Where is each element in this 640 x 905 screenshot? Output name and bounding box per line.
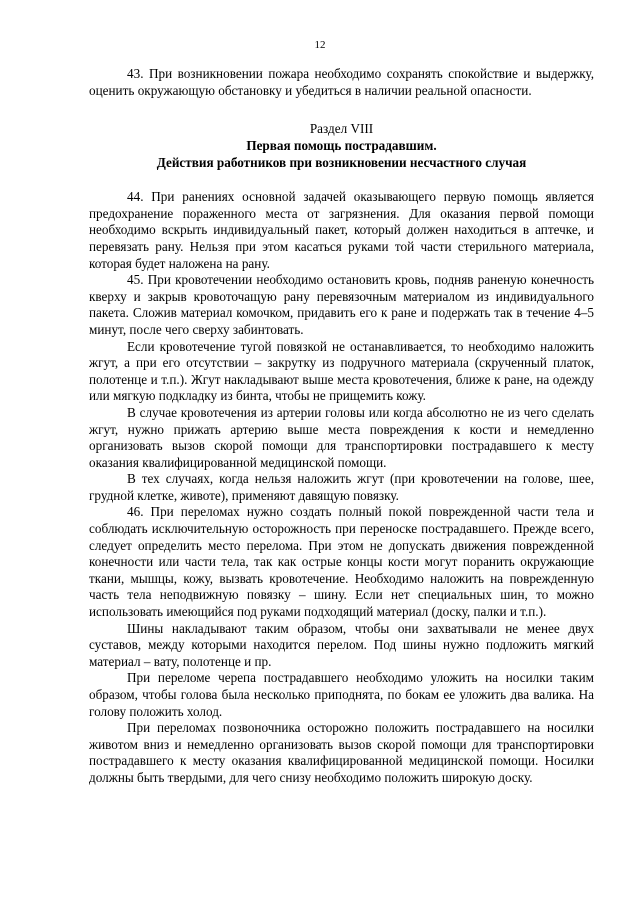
paragraph-44: 44. При ранениях основной задачей оказывающего первую помощь является предохранение пораженного места от загрязнения. Для оказания первой помощи необходимо вскрыть индивидуальный пакет, который должен находиться в аптечке, и перевязать рану. Нельзя при этом касаться руками той части стерильного материала, которая будет наложена на рану.	[89, 189, 594, 271]
section-title-line-1: Первая помощь пострадавшим.	[246, 138, 437, 154]
paragraph-pressure-bandage: В тех случаях, когда нельзя наложить жгут (при кровотечении на голове, шее, грудной клетке, животе), применяют давящую повязку.	[89, 471, 594, 503]
section-heading	[89, 120, 594, 171]
document-body	[89, 66, 594, 787]
section-title-line-2: Действия работников при возникновении несчастного случая	[156, 155, 527, 171]
paragraph-43: 43. При возникновении пожара необходимо сохранять спокойствие и выдержку, оценить окружающую обстановку и убедиться в наличии реальной опасности.	[89, 66, 594, 98]
paragraph-46: 46. При переломах нужно создать полный покой поврежденной части тела и соблюдать исключительную осторожность при переноске пострадавшего. Прежде всего, следует определить место перелома. При этом не допускать движения поврежденной конечности или части тела, так как острые концы кости могут поранить окружающие ткани, мышцы, кожу, вызвать кровотечение. Необходимо наложить на поврежденную часть тела неподвижную повязку – шину. Если нет специальных шин, то можно использовать имеющийся под руками подходящий материал (доску, палки и т.п.).	[89, 504, 594, 620]
paragraph-spine-fracture: При переломах позвоночника осторожно положить пострадавшего на носилки животом вниз и немедленно организовать вызов скорой помощи для транспортировки пострадавшего к месту оказания квалифицированной медицинской помощи. Носилки должны быть твердыми, для чего снизу необходимо положить широкую доску.	[89, 720, 594, 785]
paragraph-skull-fracture: При переломе черепа пострадавшего необходимо уложить на носилки таким образом, чтобы голова была несколько приподнята, по бокам ее уложить два валика. На голову положить холод.	[89, 670, 594, 719]
paragraph-head-artery: В случае кровотечения из артерии головы или когда абсолютно не из чего сделать жгут, нужно прижать артерию выше места повреждения к кости и немедленно организовать вызов скорой помощи для транспортировки пострадавшего к месту оказания квалифицированной медицинской помощи.	[89, 404, 594, 470]
paragraph-tourniquet: Если кровотечение тугой повязкой не останавливается, то необходимо наложить жгут, а при его отсутствии – закрутку из подручного материала (скрученный платок, полотенце и т.п.). Жгут накладывают выше места кровотечения, ближе к ране, на одежду или мягкую подкладку из бинта, чтобы не прищемить кожу.	[89, 338, 594, 404]
page-number: 12	[314, 39, 326, 51]
paragraph-splints: Шины накладывают таким образом, чтобы они захватывали не менее двух суставов, между которыми находится перелом. Под шины нужно подложить мягкий материал – вату, полотенце и пр.	[89, 620, 594, 669]
section-label: Раздел VIII	[309, 121, 374, 137]
paragraph-45: 45. При кровотечении необходимо остановить кровь, подняв раненую конечность кверху и закрыв кровоточащую рану перевязочным материалом из индивидуального пакета. Сложив материал комочком, придавить его к ране и подержать так в течение 4–5 минут, после чего сверху забинтовать.	[89, 272, 594, 337]
